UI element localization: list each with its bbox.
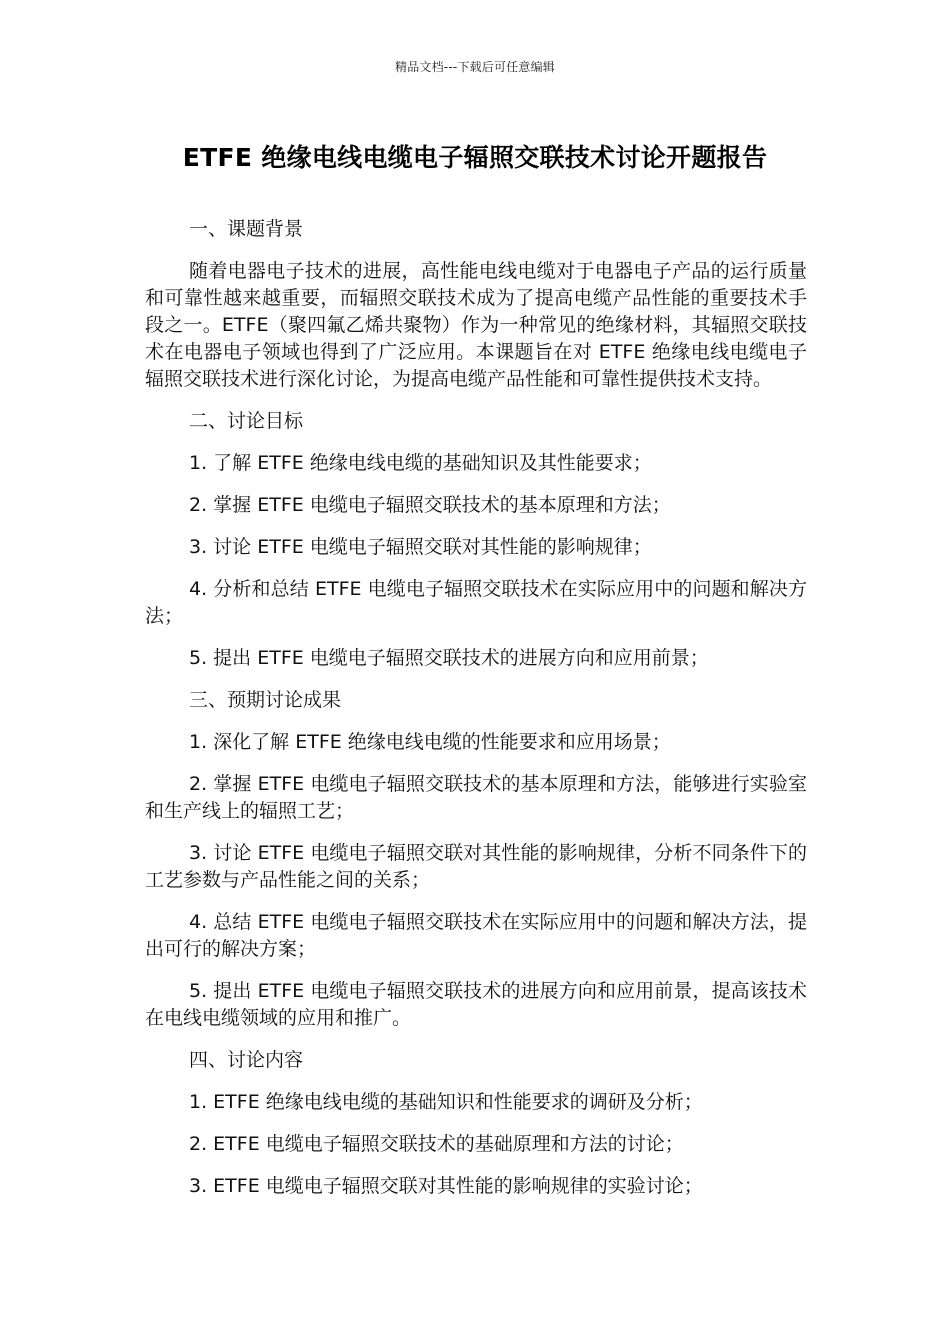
objective-item: 1. 了解 ETFE 绝缘电线电缆的基础知识及其性能要求； bbox=[189, 452, 652, 474]
section-heading-content: 四、讨论内容 bbox=[189, 1049, 304, 1071]
page-header-watermark: 精品文档---下载后可任意编辑 bbox=[395, 60, 555, 74]
background-paragraph: 随着电器电子技术的进展，高性能电线电缆对于电器电子产品的运行质量和可靠性越来越重要，而辐照交联技术成为了提高电缆产品性能的重要技术手段之一。ETFE（聚四氟乙烯共聚物）作为一种常见的绝缘材料，其辐照交联技术在电器电子领域也得到了广泛应用。本课题旨在对 ETFE 绝缘电线电缆电子辐照交联技术进行深化讨论，为提高电缆产品性能和可靠性提供技术支持。 bbox=[145, 260, 807, 390]
content-item: 1. ETFE 绝缘电线电缆的基础知识和性能要求的调研及分析； bbox=[189, 1091, 703, 1113]
expected-result-item: 2. 掌握 ETFE 电缆电子辐照交联技术的基本原理和方法，能够进行实验室和生产线上的辐照工艺； bbox=[145, 773, 807, 822]
objective-item: 3. 讨论 ETFE 电缆电子辐照交联对其性能的影响规律； bbox=[189, 536, 652, 558]
section-heading-objectives: 二、讨论目标 bbox=[189, 410, 304, 432]
content-item: 3. ETFE 电缆电子辐照交联对其性能的影响规律的实验讨论； bbox=[189, 1175, 703, 1197]
objective-item: 4. 分析和总结 ETFE 电缆电子辐照交联技术在实际应用中的问题和解决方法； bbox=[145, 578, 807, 627]
expected-result-item: 3. 讨论 ETFE 电缆电子辐照交联对其性能的影响规律，分析不同条件下的工艺参数与产品性能之间的关系； bbox=[145, 842, 807, 891]
objective-item: 5. 提出 ETFE 电缆电子辐照交联技术的进展方向和应用前景； bbox=[189, 647, 709, 669]
expected-result-item: 1. 深化了解 ETFE 绝缘电线电缆的性能要求和应用场景； bbox=[189, 731, 671, 753]
document-body bbox=[145, 216, 807, 1215]
section-heading-expected-results: 三、预期讨论成果 bbox=[189, 689, 342, 711]
document-title: ETFE 绝缘电线电缆电子辐照交联技术讨论开题报告 bbox=[182, 143, 768, 172]
content-item: 2. ETFE 电缆电子辐照交联技术的基础原理和方法的讨论； bbox=[189, 1133, 684, 1155]
expected-result-item: 5. 提出 ETFE 电缆电子辐照交联技术的进展方向和应用前景，提高该技术在电线电缆领域的应用和推广。 bbox=[145, 980, 807, 1029]
section-heading-background: 一、课题背景 bbox=[189, 218, 304, 240]
objective-item: 2. 掌握 ETFE 电缆电子辐照交联技术的基本原理和方法； bbox=[189, 494, 671, 516]
expected-result-item: 4. 总结 ETFE 电缆电子辐照交联技术在实际应用中的问题和解决方法，提出可行的解决方案； bbox=[145, 911, 807, 960]
